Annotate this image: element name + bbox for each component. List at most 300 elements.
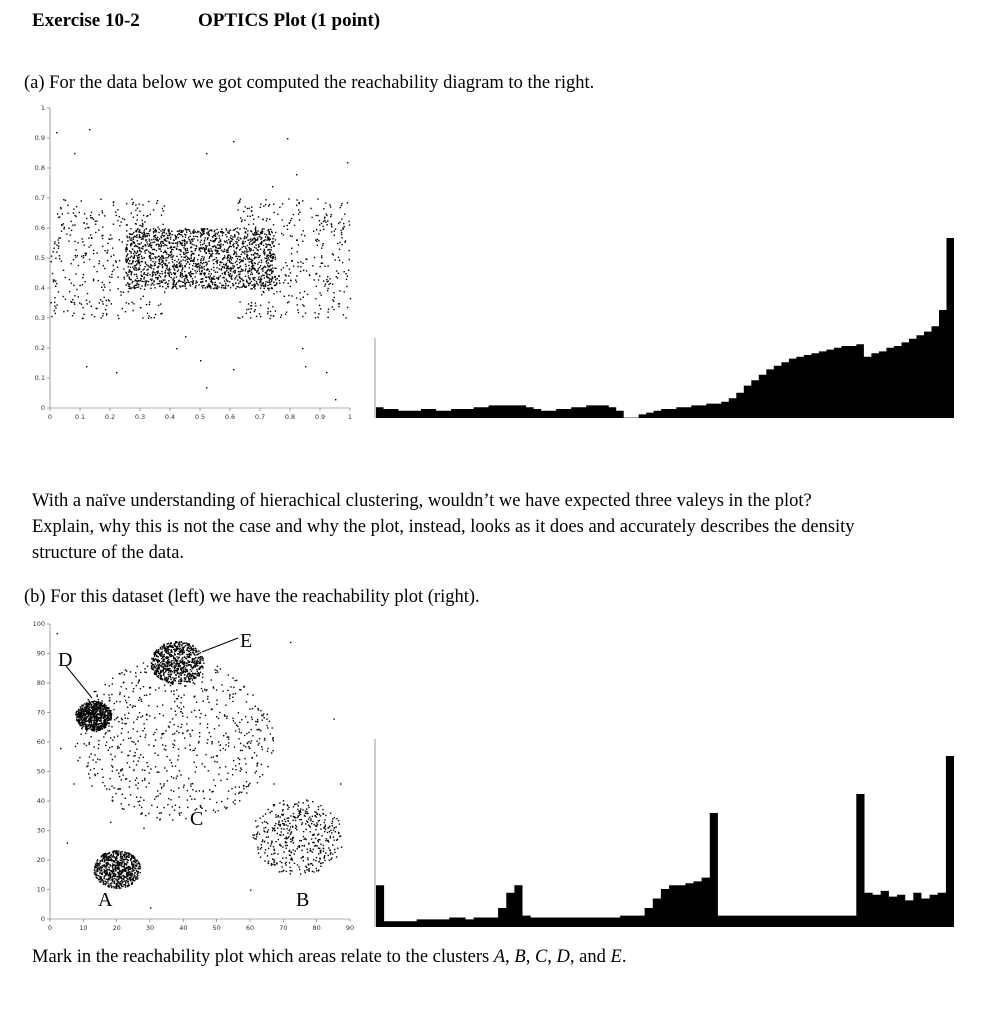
data-point xyxy=(256,765,257,766)
data-point xyxy=(226,264,227,265)
data-point xyxy=(54,297,55,298)
data-point xyxy=(149,231,150,232)
data-point xyxy=(227,256,228,257)
data-point xyxy=(125,251,126,252)
data-point xyxy=(211,757,212,758)
data-point xyxy=(172,718,173,719)
data-point xyxy=(100,199,101,200)
data-point xyxy=(215,240,216,241)
data-point xyxy=(164,205,165,206)
data-point xyxy=(238,283,239,284)
data-point xyxy=(127,707,128,708)
data-point xyxy=(213,235,214,236)
data-point xyxy=(133,855,134,856)
data-point xyxy=(120,881,121,882)
data-point xyxy=(267,766,268,767)
data-point xyxy=(142,715,143,716)
data-point xyxy=(263,206,264,207)
data-point xyxy=(347,162,348,163)
data-point xyxy=(157,237,158,238)
data-point xyxy=(147,269,148,270)
data-point xyxy=(296,826,297,827)
data-point xyxy=(109,697,110,698)
data-point xyxy=(109,715,110,716)
data-point xyxy=(107,880,108,881)
data-point xyxy=(193,229,194,230)
data-point xyxy=(273,293,274,294)
data-point xyxy=(223,251,224,252)
data-point xyxy=(128,291,129,292)
data-point xyxy=(136,276,137,277)
data-point xyxy=(96,308,97,309)
data-point xyxy=(278,275,279,276)
data-point xyxy=(246,237,247,238)
data-point xyxy=(154,265,155,266)
data-point xyxy=(163,252,164,253)
data-point xyxy=(179,813,180,814)
data-point xyxy=(300,814,301,815)
data-point xyxy=(240,271,241,272)
data-point xyxy=(112,876,113,877)
data-point xyxy=(270,265,271,266)
data-point xyxy=(263,267,264,268)
data-point xyxy=(126,702,127,703)
data-point xyxy=(305,813,306,814)
data-point xyxy=(219,767,220,768)
data-point xyxy=(209,253,210,254)
data-point xyxy=(245,248,246,249)
data-point xyxy=(320,805,321,806)
data-point xyxy=(94,727,95,728)
data-point xyxy=(281,866,282,867)
data-point xyxy=(125,871,126,872)
data-point xyxy=(112,683,113,684)
data-point xyxy=(215,672,216,673)
data-point xyxy=(55,313,56,314)
data-point xyxy=(244,238,245,239)
data-point xyxy=(254,268,255,269)
data-point xyxy=(94,754,95,755)
data-point xyxy=(72,299,73,300)
data-point xyxy=(124,863,125,864)
data-point xyxy=(76,289,77,290)
data-point xyxy=(152,261,153,262)
data-point xyxy=(106,314,107,315)
data-point xyxy=(126,247,127,248)
data-point xyxy=(200,805,201,806)
data-point xyxy=(171,691,172,692)
data-point xyxy=(224,266,225,267)
data-point xyxy=(134,274,135,275)
data-point xyxy=(271,280,272,281)
data-point xyxy=(121,769,122,770)
data-point xyxy=(144,778,145,779)
data-point xyxy=(252,215,253,216)
data-point xyxy=(221,229,222,230)
data-point xyxy=(96,729,97,730)
data-point xyxy=(178,249,179,250)
data-point xyxy=(227,242,228,243)
data-point xyxy=(199,710,200,711)
data-point xyxy=(121,718,122,719)
scatter-a-points xyxy=(51,129,352,400)
data-point xyxy=(271,249,272,250)
data-point xyxy=(128,738,129,739)
data-point xyxy=(329,860,330,861)
data-point xyxy=(332,284,333,285)
data-point xyxy=(101,874,102,875)
data-point xyxy=(256,281,257,282)
data-point xyxy=(298,813,299,814)
data-point xyxy=(162,243,163,244)
data-point xyxy=(159,273,160,274)
data-point xyxy=(128,873,129,874)
data-point xyxy=(213,241,214,242)
data-point xyxy=(231,276,232,277)
data-point xyxy=(161,235,162,236)
data-point xyxy=(318,806,319,807)
data-point xyxy=(109,789,110,790)
data-point xyxy=(217,262,218,263)
data-point xyxy=(288,807,289,808)
data-point xyxy=(284,296,285,297)
data-point xyxy=(331,832,332,833)
data-point xyxy=(264,288,265,289)
data-point xyxy=(61,231,62,232)
data-point xyxy=(197,239,198,240)
data-point xyxy=(164,767,165,768)
data-point xyxy=(331,231,332,232)
data-point xyxy=(106,721,107,722)
data-point xyxy=(108,886,109,887)
data-point xyxy=(125,700,126,701)
data-point xyxy=(257,239,258,240)
data-point xyxy=(54,280,55,281)
data-point xyxy=(255,239,256,240)
data-point xyxy=(162,241,163,242)
data-point xyxy=(195,272,196,273)
data-point xyxy=(222,691,223,692)
data-point xyxy=(175,805,176,806)
data-point xyxy=(113,254,114,255)
data-point xyxy=(157,772,158,773)
data-point xyxy=(251,260,252,261)
data-point xyxy=(141,248,142,249)
data-point xyxy=(135,672,136,673)
data-point xyxy=(143,723,144,724)
data-point xyxy=(121,686,122,687)
data-point xyxy=(149,304,150,305)
data-point xyxy=(159,713,160,714)
data-point xyxy=(242,241,243,242)
y-tick-label: 50 xyxy=(36,767,45,776)
data-point xyxy=(267,285,268,286)
data-point xyxy=(200,262,201,263)
data-point xyxy=(74,153,75,154)
data-point xyxy=(172,279,173,280)
data-point xyxy=(120,854,121,855)
data-point xyxy=(194,710,195,711)
data-point xyxy=(199,248,200,249)
data-point xyxy=(179,254,180,255)
data-point xyxy=(263,240,264,241)
data-point xyxy=(125,311,126,312)
data-point xyxy=(249,270,250,271)
data-point xyxy=(98,703,99,704)
data-point xyxy=(176,248,177,249)
data-point xyxy=(347,307,348,308)
data-point xyxy=(162,224,163,225)
data-point xyxy=(126,878,127,879)
data-point xyxy=(73,285,74,286)
data-point xyxy=(143,800,144,801)
data-point xyxy=(128,258,129,259)
data-point xyxy=(93,279,94,280)
data-point xyxy=(339,249,340,250)
data-point xyxy=(283,804,284,805)
data-point xyxy=(316,870,317,871)
data-point xyxy=(324,831,325,832)
data-point xyxy=(230,241,231,242)
data-point xyxy=(247,258,248,259)
data-point xyxy=(151,245,152,246)
data-point xyxy=(90,736,91,737)
data-point xyxy=(233,802,234,803)
data-point xyxy=(76,206,77,207)
data-point xyxy=(167,804,168,805)
data-point xyxy=(257,238,258,239)
data-point xyxy=(174,273,175,274)
scatter-plot-a xyxy=(30,98,360,428)
data-point xyxy=(147,235,148,236)
data-point xyxy=(251,269,252,270)
data-point xyxy=(118,862,119,863)
data-point xyxy=(295,828,296,829)
data-point xyxy=(323,208,324,209)
data-point xyxy=(238,271,239,272)
data-point xyxy=(117,746,118,747)
data-point xyxy=(58,248,59,249)
data-point xyxy=(190,281,191,282)
data-point xyxy=(134,875,135,876)
data-point xyxy=(134,243,135,244)
data-point xyxy=(211,743,212,744)
data-point xyxy=(233,230,234,231)
data-point xyxy=(163,257,164,258)
data-point xyxy=(328,309,329,310)
data-point xyxy=(181,285,182,286)
data-point xyxy=(224,288,225,289)
data-point xyxy=(245,266,246,267)
data-point xyxy=(101,880,102,881)
data-point xyxy=(105,733,106,734)
data-point xyxy=(163,262,164,263)
data-point xyxy=(154,280,155,281)
data-point xyxy=(263,828,264,829)
data-point xyxy=(223,287,224,288)
data-point xyxy=(172,249,173,250)
data-point xyxy=(193,762,194,763)
data-point xyxy=(238,209,239,210)
data-point xyxy=(250,238,251,239)
data-point xyxy=(113,201,114,202)
data-point xyxy=(319,305,320,306)
data-point xyxy=(188,237,189,238)
data-point xyxy=(327,265,328,266)
data-point xyxy=(267,823,268,824)
data-point xyxy=(208,261,209,262)
data-point xyxy=(241,792,242,793)
data-point xyxy=(148,315,149,316)
data-point xyxy=(136,255,137,256)
data-point xyxy=(218,774,219,775)
data-point xyxy=(345,273,346,274)
data-point xyxy=(304,291,305,292)
data-point xyxy=(178,237,179,238)
data-point xyxy=(237,242,238,243)
data-point xyxy=(121,672,122,673)
part-a-question xyxy=(32,488,962,566)
data-point xyxy=(324,860,325,861)
data-point xyxy=(200,236,201,237)
data-point xyxy=(265,204,266,205)
data-point xyxy=(132,867,133,868)
data-point xyxy=(107,882,108,883)
data-point xyxy=(180,260,181,261)
data-point xyxy=(214,761,215,762)
data-point xyxy=(145,263,146,264)
data-point xyxy=(239,729,240,730)
data-point xyxy=(130,737,131,738)
data-point xyxy=(327,311,328,312)
data-point xyxy=(303,270,304,271)
data-point xyxy=(130,794,131,795)
data-point xyxy=(241,269,242,270)
data-point xyxy=(139,805,140,806)
data-point xyxy=(286,857,287,858)
data-point xyxy=(93,219,94,220)
data-point xyxy=(260,281,261,282)
data-point xyxy=(288,301,289,302)
data-point xyxy=(227,252,228,253)
data-point xyxy=(166,770,167,771)
data-point xyxy=(316,822,317,823)
data-point xyxy=(262,774,263,775)
data-point xyxy=(184,271,185,272)
data-point xyxy=(145,250,146,251)
data-point xyxy=(329,204,330,205)
data-point xyxy=(312,871,313,872)
data-point xyxy=(81,303,82,304)
data-point xyxy=(127,240,128,241)
data-point xyxy=(248,303,249,304)
data-point xyxy=(202,287,203,288)
data-point xyxy=(121,853,122,854)
data-point xyxy=(322,243,323,244)
data-point xyxy=(186,259,187,260)
reachability-plot-a xyxy=(372,230,958,420)
data-point xyxy=(191,273,192,274)
data-point xyxy=(87,706,88,707)
data-point xyxy=(170,685,171,686)
data-point xyxy=(196,282,197,283)
data-point xyxy=(253,238,254,239)
data-point xyxy=(85,719,86,720)
data-point xyxy=(196,702,197,703)
data-point xyxy=(201,230,202,231)
data-point xyxy=(218,242,219,243)
data-point xyxy=(322,245,323,246)
data-point xyxy=(123,292,124,293)
data-point xyxy=(159,238,160,239)
data-point xyxy=(133,691,134,692)
data-point xyxy=(72,225,73,226)
data-point xyxy=(267,714,268,715)
data-point xyxy=(110,876,111,877)
data-point xyxy=(180,251,181,252)
data-point xyxy=(170,799,171,800)
data-point xyxy=(156,244,157,245)
data-point xyxy=(239,800,240,801)
data-point xyxy=(125,717,126,718)
data-point xyxy=(240,743,241,744)
data-point xyxy=(120,744,121,745)
data-point xyxy=(269,219,270,220)
data-point xyxy=(98,230,99,231)
data-point xyxy=(94,316,95,317)
data-point xyxy=(252,735,253,736)
data-point xyxy=(250,259,251,260)
data-point xyxy=(131,876,132,877)
data-point xyxy=(129,278,130,279)
data-point xyxy=(149,239,150,240)
data-point xyxy=(340,207,341,208)
data-point xyxy=(317,215,318,216)
data-point xyxy=(80,725,81,726)
data-point xyxy=(168,286,169,287)
data-point xyxy=(248,784,249,785)
data-point xyxy=(148,318,149,319)
data-point xyxy=(148,245,149,246)
data-point xyxy=(192,284,193,285)
data-point xyxy=(141,242,142,243)
data-point xyxy=(216,689,217,690)
data-point xyxy=(288,283,289,284)
data-point xyxy=(205,754,206,755)
data-point xyxy=(140,288,141,289)
data-point xyxy=(56,252,57,253)
data-point xyxy=(320,850,321,851)
data-point xyxy=(244,285,245,286)
data-point xyxy=(302,263,303,264)
data-point xyxy=(185,284,186,285)
data-point xyxy=(99,862,100,863)
data-point xyxy=(232,697,233,698)
data-point xyxy=(332,253,333,254)
data-point xyxy=(182,733,183,734)
data-point xyxy=(223,748,224,749)
data-point xyxy=(131,884,132,885)
data-point xyxy=(98,214,99,215)
data-point xyxy=(108,856,109,857)
data-point xyxy=(328,847,329,848)
data-point xyxy=(179,814,180,815)
data-point xyxy=(120,221,121,222)
data-point xyxy=(270,257,271,258)
data-point xyxy=(138,259,139,260)
data-point xyxy=(307,821,308,822)
data-point xyxy=(89,744,90,745)
